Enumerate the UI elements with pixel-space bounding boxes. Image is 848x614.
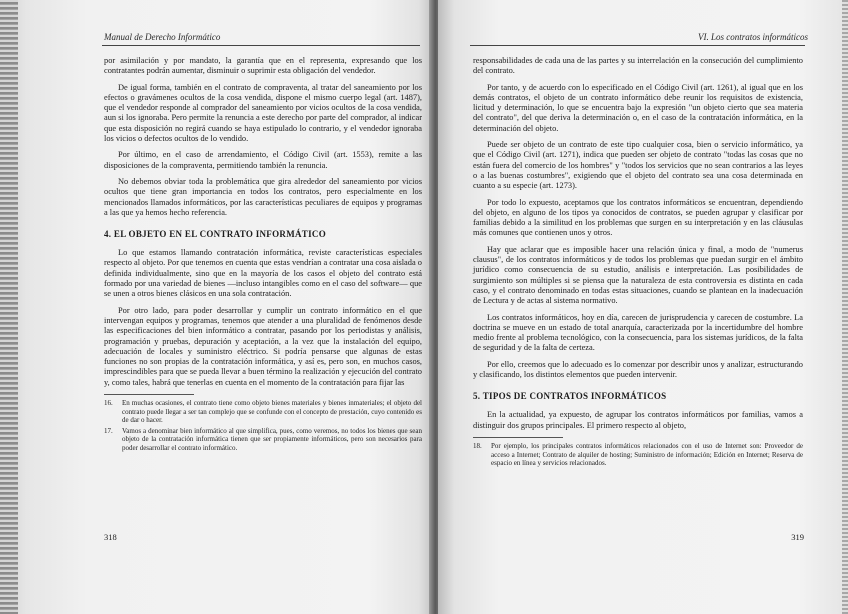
section-heading: 4. EL OBJETO EN EL CONTRATO INFORMÁTICO	[104, 229, 326, 240]
paragraph: En la actualidad, ya expuesto, de agrupar los contratos informáticos por familias, vamos a distinguir dos grupos principales. El primero respecto al objeto,	[473, 410, 803, 430]
paragraph: De igual forma, también en el contrato de compraventa, al tratar del saneamiento por los efectos o gravámenes ocultos de la cosa vendida, dispone el mismo cuerpo legal (art. 1487), que el vendedor responde al comprador del saneamiento por vicios ocultos de la cosa vendida, aun si los ignoraba. Pero permite la renuncia a este derecho por parte del comprador, al indicar que esta disposición no regirá cuando se haya estipulado lo contrario, y el vendedor ignoraba los vicios o defectos ocultos de lo vendido.	[104, 82, 422, 144]
right-page	[438, 0, 848, 614]
footnote-number: 16.	[104, 399, 113, 408]
paragraph: responsabilidades de cada una de las partes y su interrelación en la consecución del cumplimiento del contrato.	[473, 56, 803, 76]
footnote-text: En muchas ocasiones, el contrato tiene como objeto bienes materiales y bienes inmateriales; el objeto del contrato puede llegar a ser tan complejo que se confunde con el concepto de prestación, cuyo contenido es de dar o hacer.	[122, 399, 422, 425]
footnote	[104, 427, 422, 453]
section-heading: 5. TIPOS DE CONTRATOS INFORMÁTICOS	[473, 391, 667, 402]
footnote-number: 17.	[104, 426, 113, 435]
footnote	[104, 399, 422, 425]
header-rule-right	[470, 45, 805, 46]
paragraph: Los contratos informáticos, hoy en día, carecen de jurisprudencia y carecen de costumbre. La doctrina se mueve en un estado de total anarquía, caracterizada por la incertidumbre del hombre medio frente al problema tecnológico, con la consecuencia, para los sistemas jurídicos, de la falta de seguridad y de la falta de certeza.	[473, 312, 803, 353]
right-text-column	[473, 56, 803, 470]
footnote-number: 18.	[473, 441, 482, 450]
footnote-text: Por ejemplo, los principales contratos informáticos relacionados con el uso de Internet son: Proveedor de acceso a Internet; Contrato de alquiler de hosting; Suministro de información; Edición en Internet; Reserva de espacio en línea y servicios relacionados.	[491, 441, 803, 468]
paragraph: Puede ser objeto de un contrato de este tipo cualquier cosa, bien o servicio informático, ya que el Código Civil (art. 1271), indica que pueden ser objeto de contrato "todas las cosas que no están fuera del comercio de los hombres" y "todos los servicios que no sean contrarios a las leyes o a las buenas costumbres", exigiendo que el objeto del contrato sea una cosa determinada en cuanto a su especie (art. 1273).	[473, 140, 803, 191]
page-edge-right	[842, 0, 848, 614]
running-head-right: VI. Los contratos informáticos	[697, 32, 808, 42]
paragraph: Hay que aclarar que es imposible hacer una relación única y final, a modo de "numerus clausus", de los contratos informáticos y de todos los problemas que puedan surgir en el ámbito jurídico como consecuencia de su estudio, análisis e interpretación. Las posibilidades de surgimiento son múltiples si se piensa que la naturaleza de esta controversia es distinta en cada caso, y el contrato denominado en todas estas situaciones, cuando se plantean en la inadecuación de Lectura y de actas al sistema normativo.	[473, 244, 803, 306]
paragraph: Por último, en el caso de arrendamiento, el Código Civil (art. 1553), remite a las disposiciones de la compraventa, permitiendo también la renuncia.	[104, 150, 422, 170]
left-text-column	[104, 56, 422, 455]
paragraph: Lo que estamos llamando contratación informática, reviste características especiales respecto al objeto. Por que tenemos en cuenta que estas vendrían a contratar una cosa aislada o definida individualmente, sino que en la mayoría de los casos el objeto del contrato está formado por una variedad de bienes —incluso intangibles como en el caso del software— que se unen a otros bienes clásicos en una sola contratación.	[104, 248, 422, 299]
header-rule-left	[102, 45, 420, 46]
footnote-rule	[104, 394, 194, 395]
paragraph: Por otro lado, para poder desarrollar y cumplir un contrato informático en el que intervengan equipos y programas, tenemos que atender a una pluralidad de fenómenos desde las especificaciones del bien informático a contratar, pasando por los periodistas y análisis, programación y pruebas, depuración y aceptación, a la vez que la instalación del equipo, adecuación de locales y suministro eléctrico. Si podría pensarse que algunas de estas funciones no son propias de la contratación informática, y así es, pero son, en muchos casos, imprescindibles para que se pueda llevar a buen término la realización y ejecución del contrato y, como tales, habrá que tenerlas en cuenta en el momento de la contratación para fijar las	[104, 305, 422, 387]
footnote-text: Vamos a denominar bien informático al que simplifica, pues, como veremos, no todos los bienes que sean objeto de la contratación informática tienen que ser propiamente informáticos, pero son necesarios para poder desarrollar el contrato informático.	[122, 426, 422, 452]
paragraph: por asimilación y por mandato, la garantía que en el representa, expresando que los contratantes podrán aumentar, disminuir o suprimir esta obligación del vendedor.	[104, 56, 422, 76]
footnote-rule	[473, 437, 563, 438]
page-number-right: 319	[791, 532, 804, 542]
footnote	[473, 442, 803, 468]
running-head-left: Manual de Derecho Informático	[104, 32, 221, 42]
paragraph: Por todo lo expuesto, aceptamos que los contratos informáticos se encuentran, dependiendo del objeto, en alguno de los tipos ya conocidos de contratos, se pueden agrupar y clasificar por familias debido a la similitud en los problemas que surgen en su interpretación y en las cláusulas más comunes que contienen unos y otros.	[473, 197, 803, 238]
paragraph: Por tanto, y de acuerdo con lo especificado en el Código Civil (art. 1261), al igual que en los demás contratos, el objeto de un contrato informático debe reunir los requisitos de existencia, licitud y determinación, lo que se encuentra bajo la expresión "un objeto cierto que sea materia del contrato", del que deriva la determinación o, en el caso de la contratación informática, en la determinación del objeto.	[473, 82, 803, 133]
page-edge-left	[0, 0, 18, 614]
paragraph: Por ello, creemos que lo adecuado es lo comenzar por describir unos y analizar, estructurando y clasificando, los distintos elementos que pueden intervenir.	[473, 359, 803, 380]
paragraph: No debemos obviar toda la problemática que gira alrededor del saneamiento por vicios ocultos que tiene gran importancia en todos los contratos, pero especialmente en los mencionados llamados informáticos, por las características peculiares de equipos y programas a las que ya hemos hecho referencia.	[104, 176, 422, 217]
page-number-left: 318	[104, 532, 117, 542]
